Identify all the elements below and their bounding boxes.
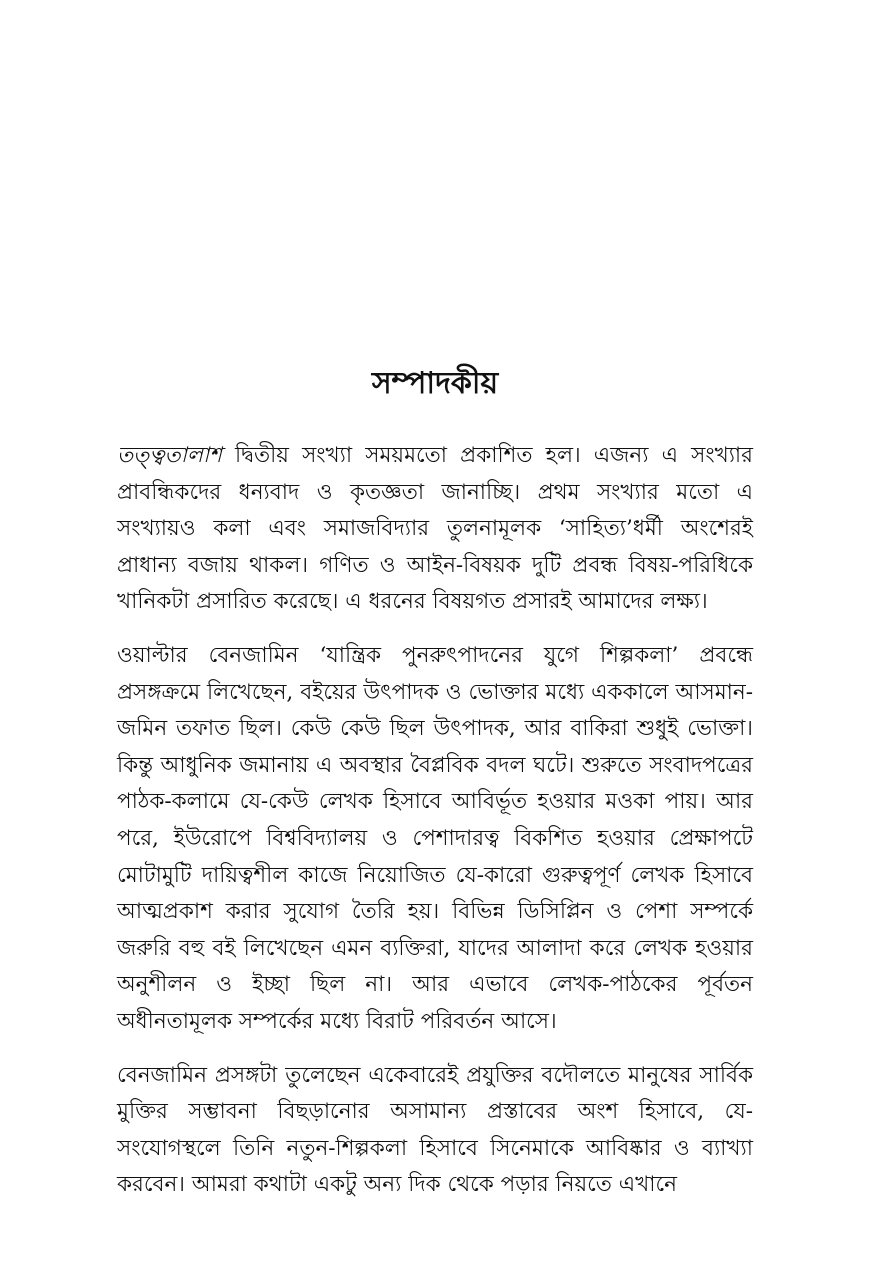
paragraph-3: বেনজামিন প্রসঙ্গটা তুলেছেন একেবারেই প্রযুক্তির বদৌলতে মানুষের সার্বিক মুক্তির সম্ভাবনা বিছড়ানোর অসামান্য প্রস্তাবের অংশ হিসাবে, যে-সংযোগস্থলে তিনি নতুন-শিল্পকলা হিসাবে সিনেমাকে আবিষ্কার ও ব্যাখ্যা করবেন। আমরা কথাটা একটু অন্য দিক থেকে পড়ার নিয়তে এখানে xyxy=(117,1062,753,1198)
paragraph-1 xyxy=(117,438,753,621)
paragraph-2: ওয়াল্টার বেনজামিন ‘যান্ত্রিক পুনরুৎপাদনের যুগে শিল্পকলা’ প্রবন্ধে প্রসঙ্গক্রমে লিখেছেন, বইয়ের উৎপাদক ও ভোক্তার মধ্যে এককালে আসমান-জমিন তফাত ছিল। কেউ কেউ ছিল উৎপাদক, আর বাকিরা শুধুই ভোক্তা। কিন্তু আধুনিক জমানায় এ অবস্থার বৈপ্লবিক বদল ঘটে। শুরুতে সংবাদপত্রের পাঠক-কলামে যে-কেউ লেখক হিসাবে আবির্ভূত হওয়ার মওকা পায়। আর পরে, ইউরোপে বিশ্ববিদ্যালয় ও পেশাদারত্ব বিকশিত হওয়ার প্রেক্ষাপটে মোটামুটি দায়িত্বশীল কাজে নিয়োজিত যে-কারো গুরুত্বপূর্ণ লেখক হিসাবে আত্মপ্রকাশ করার সুযোগ তৈরি হয়। বিভিন্ন ডিসিপ্লিন ও পেশা সম্পর্কে জরুরি বহু বই লিখেছেন এমন ব্যক্তিরা, যাদের আলাদা করে লেখক হওয়ার অনুশীলন ও ইচ্ছা ছিল না। আর এভাবে লেখক-পাঠকের পূর্বতন অধীনতামূলক সম্পর্কের মধ্যে বিরাট পরিবর্তন আসে। xyxy=(117,642,753,1034)
page-title: সম্পাদকীয় xyxy=(371,366,499,401)
journal-name: তত্ত্বতালাশ xyxy=(117,443,222,468)
editorial-body xyxy=(117,438,753,1204)
paragraph-1-text: দ্বিতীয় সংখ্যা সময়মতো প্রকাশিত হল। এজন্য এ সংখ্যার প্রাবন্ধিকদের ধন্যবাদ ও কৃতজ্ঞতা জানাচ্ছি। প্রথম সংখ্যার মতো এ সংখ্যায়ও কলা এবং সমাজবিদ্যার তুলনামূলক ‘সাহিত্য’ধর্মী অংশেরই প্রাধান্য বজায় থাকল। গণিত ও আইন-বিষয়ক দুটি প্রবন্ধ বিষয়-পরিধিকে খানিকটা প্রসারিত করেছে। এ ধরনের বিষয়গত প্রসারই আমাদের লক্ষ্য। xyxy=(117,443,753,615)
